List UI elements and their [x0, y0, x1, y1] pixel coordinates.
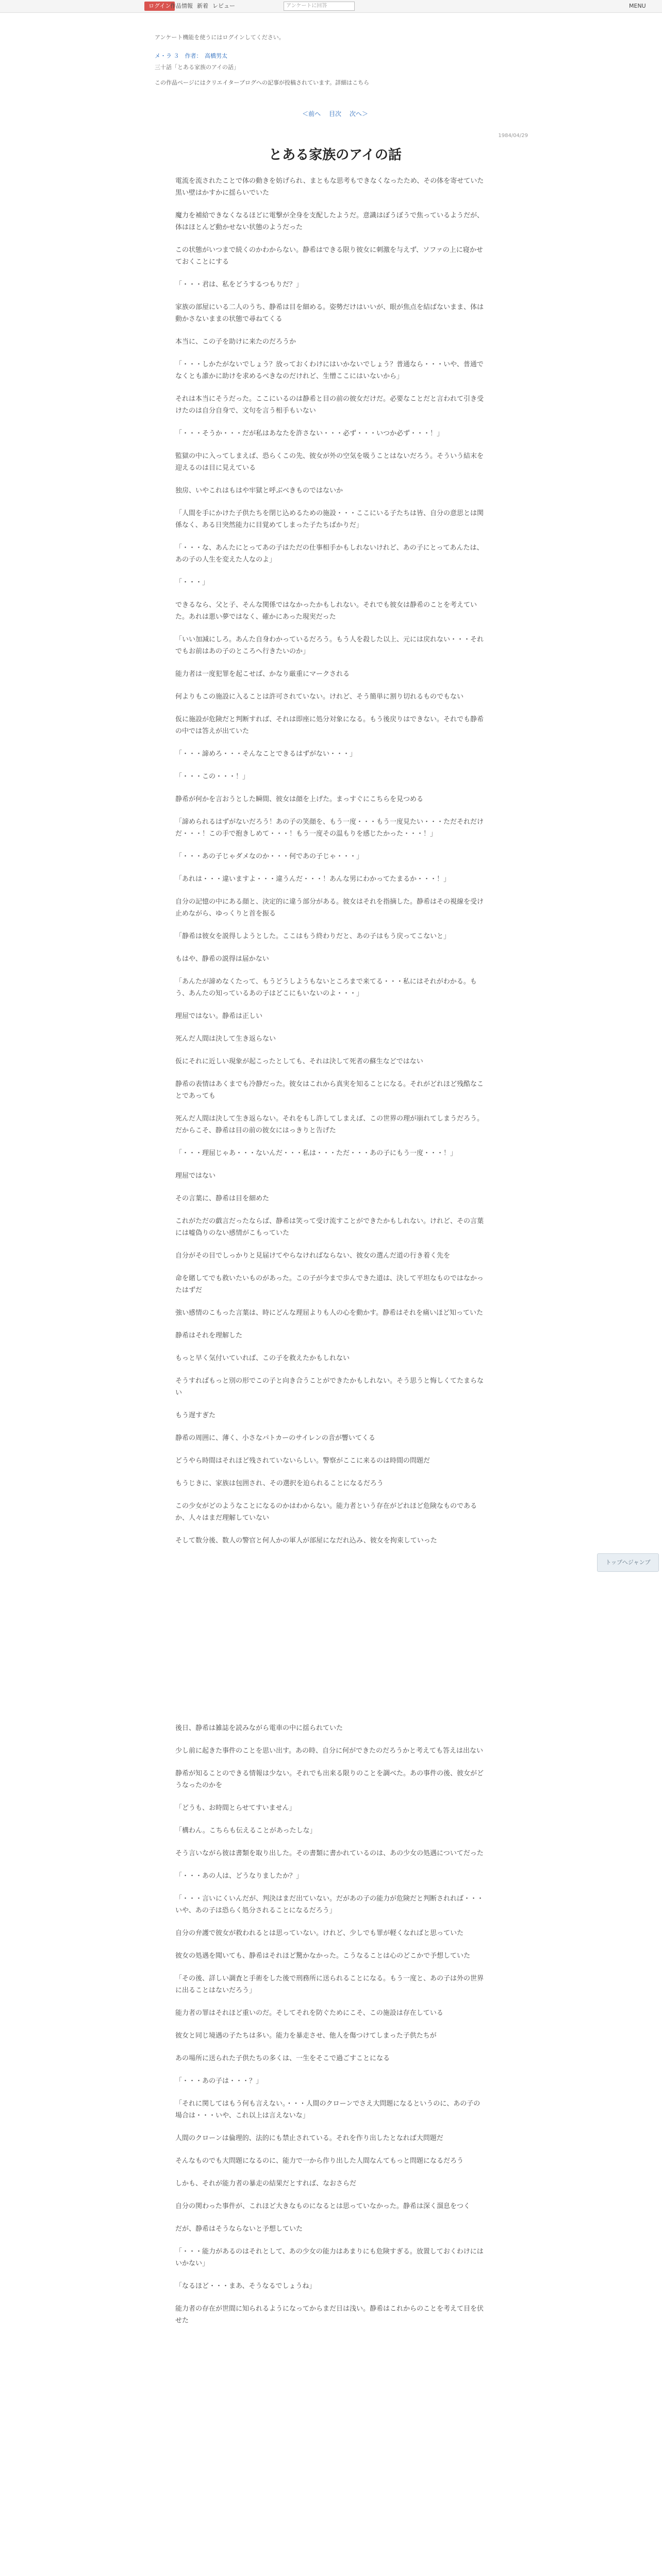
story-paragraph: この状態がいつまで続くのかわからない。静希はできる限り彼女に刺激を与えず、ソファの上に寝かせておくことにする: [175, 246, 483, 266]
story-paragraph: 「・・・あの子じゃダメなのか・・・何であの子じゃ・・・」: [175, 853, 363, 860]
story-paragraph: 「人間を手にかけた子供たちを閉じ込めるための施設・・・ここにいる子たちは皆、自分の意思とは関係なく、ある日突然能力に目覚めてしまった子たちばかりだ」: [175, 510, 484, 529]
story-paragraph: 理屈ではない。静希は正しい: [175, 1012, 263, 1020]
story-paragraph: もう遅すぎた: [175, 1412, 216, 1419]
story-paragraph: これがただの戯言だったならば、静希は笑って受け流すことができたかもしれない。けれど、その言葉には嘘偽りのない感情がこもっていた: [175, 1217, 484, 1237]
story-paragraph: 静希の表情はあくまでも冷静だった。彼女はこれから真実を知ることになる。それがどれほど残酷なことであっても: [175, 1080, 484, 1100]
story-paragraph: 後日、静希は雑誌を読みながら電車の中に揺られていた: [175, 1724, 343, 1732]
story-paragraph: 「あんたが諦めなくたって、もうどうしようもないところまで来てる・・・私にはそれがわかる。もう、あんたの知っているあの子はどこにもいないのよ・・・」: [175, 978, 477, 997]
story-paragraph: それは本当にそうだった。ここにいるのは静希と目の前の彼女だけだ。必要なことだと言われて引き受けたのは自分自身で、文句を言う相手もいない: [175, 395, 484, 415]
story-paragraph: 「諦められるはずがないだろう！あの子の笑顔を、もう一度・・・もう一度見たい・・・ただそれだけだ・・・！この手で抱きしめて・・・！もう一度その温もりを感じたかった・・・！」: [175, 818, 484, 838]
story-paragraph: 「・・・諦めろ・・・そんなことできるはずがない・・・」: [175, 750, 357, 758]
scene-break: [175, 1557, 485, 1722]
story-paragraph: 強い感情のこもった言葉は、時にどんな理屈よりも人の心を動かす。静希はそれを痛いほど知っていた: [175, 1309, 483, 1317]
story-paragraph: 死んだ人間は決して生き返らない。それをもし許してしまえば、この世界の理が崩れてしまうだろう。だからこそ、静希は目の前の彼女にはっきりと告げた: [175, 1115, 484, 1134]
login-button[interactable]: ログイン: [144, 2, 175, 11]
story-paragraph: 「・・・あの子は・・・？」: [175, 2077, 263, 2085]
story-paragraph: 静希が知ることのできる情報は少ない。それでも出来る限りのことを調べた。あの事件の後、彼女がどうなったのかを: [175, 1770, 484, 1789]
pager-top: [155, 109, 516, 118]
story-paragraph: 「・・・そうか・・・だが私はあなたを許さない・・・必ず・・・いつか必ず・・・！」: [175, 430, 444, 437]
story-paragraph: 自分の記憶の中にある顔と、決定的に違う部分がある。彼女はそれを指摘した。静希はその視線を受け止めながら、ゆっくりと首を振る: [175, 898, 484, 918]
story-paragraph: 人間のクローンは倫理的、法的にも禁止されている。それを作り出したとなれば大問題だ: [175, 2134, 443, 2142]
story-paragraph: 「いい加減にしろ。あんた自身わかっているだろう。もう人を殺した以上、元には戻れない・・・それでもお前はあの子のところへ行きたいのか」: [175, 636, 484, 655]
story-paragraph: 「どうも、お時間とらせてすいません」: [175, 1804, 296, 1812]
story-paragraph: 「・・・君は、私をどうするつもりだ？」: [175, 281, 303, 289]
story-paragraph: 「構わん。こちらも伝えることがあったしな」: [175, 1827, 317, 1835]
story-paragraph: 仮にそれに近しい現象が起こったとしても、それは決して死者の蘇生などではない: [175, 1058, 423, 1065]
chapter-line: 三十話「とある家族のアイの話」: [155, 64, 240, 71]
story-paragraph: もはや、静希の説得は届かない: [175, 955, 269, 963]
series-author-line[interactable]: メ・ラ ３ 作者： 高橋男太: [155, 53, 227, 59]
nav-new[interactable]: 新着: [197, 3, 208, 9]
story-paragraph: 監獄の中に入ってしまえば、恐らくこの先、彼女が外の空気を吸うことはないだろう。そういう結末を迎えるのは目に見えている: [175, 452, 484, 472]
story-paragraph: 家族の部屋にいる二人のうち、静希は目を細める。姿勢だけはいいが、眼が焦点を結ばないまま、体は動かさないままの状態で尋ねてくる: [175, 303, 484, 323]
story-paragraph: 自分の関わった事件が、これほど大きなものになるとは思っていなかった。静希は深く溜息をつく: [175, 2202, 470, 2210]
story-body: [175, 175, 485, 2337]
post-date: 1984/04/29: [498, 133, 528, 139]
story-paragraph: そんなものでも大問題になるのに、能力で一から作り出した人間なんてもっと問題になるだろう: [175, 2157, 464, 2165]
top-bar: [0, 0, 662, 13]
story-paragraph: 「その後、詳しい調査と手術をした後で刑務所に送られることになる。もう一度と、あの子は外の世界に出ることはないだろう」: [175, 1975, 484, 1994]
story-paragraph: 魔力を補給できなくなるほどに電撃が全身を支配したようだ。意識はぼうぼうで焦っているようだが、体はほとんど動かせない状態のようだった: [175, 212, 484, 231]
next-link[interactable]: 次へ＞: [349, 110, 368, 117]
menu-link[interactable]: MENU: [629, 3, 646, 9]
story-paragraph: 何よりもこの施設に入ることは許可されていない。けれど、そう簡単に割り切れるものでもない: [175, 693, 464, 701]
story-paragraph: 「それに関してはもう何も言えない。・・・人間のクローンでさえ大問題になるというのに、あの子の場合は・・・いや、これ以上は言えないな」: [175, 2100, 481, 2120]
story-paragraph: 静希が何かを言おうとした瞬間、彼女は顔を上げた。まっすぐにこちらを見つめる: [175, 795, 424, 803]
story-paragraph: この少女がどのようなことになるのかはわからない。能力者という存在がどれほど危険なものであるか、人々はまだ理解していない: [175, 1502, 477, 1522]
story-paragraph: 能力者は一度犯罪を起こせば、かなり厳重にマークされる: [175, 670, 350, 678]
story-paragraph: そう言いながら彼は書類を取り出した。その書類に書かれているのは、あの少女の処遇についてだった: [175, 1850, 484, 1857]
blog-notice: この作品ページにはクリエイターブログへの記事が投稿されています。詳細はこちら: [155, 79, 370, 86]
story-paragraph: そして数分後、数人の警官と何人かの軍人が部屋になだれ込み、彼女を拘束していった: [175, 1537, 437, 1545]
story-paragraph: 能力者の罪はそれほど重いのだ。そしてそれを防ぐためにこそ、この施設は存在している: [175, 2009, 443, 2017]
jump-top-button[interactable]: トップへジャンプ: [597, 1553, 659, 1572]
story-paragraph: 「・・・能力があるのはそれとして、あの少女の能力はあまりにも危険すぎる。放置しておくわけにはいかない」: [175, 2248, 484, 2267]
story-paragraph: しかも、それが能力者の暴走の結果だとすれば、なおさらだ: [175, 2180, 357, 2188]
story-paragraph: 少し前に起きた事件のことを思い出す。あの時、自分に何ができたのだろうかと考えても答えは出ない: [175, 1747, 483, 1755]
nav-review[interactable]: レビュー: [212, 3, 235, 9]
story-paragraph: 仮に施設が危険だと判断すれば、それは即座に処分対象になる。もう後戻りはできない。それでも静希の中では答えが出ていた: [175, 716, 484, 735]
story-paragraph: どうやら時間はそれほど残されていないらしい。警察がここに来るのは時間の問題だ: [175, 1457, 431, 1465]
story-paragraph: 自分の弁護で彼女が救われるとは思っていない。けれど、少しでも罪が軽くなればと思っていた: [175, 1929, 464, 1937]
story-paragraph: できるなら、父と子、そんな関係ではなかったかもしれない。それでも彼女は静希のことを考えていた。あれは悪い夢ではなく、確かにあった現実だった: [175, 601, 477, 621]
story-paragraph: 「あれは・・・違いますよ・・・違うんだ・・・！あんな男にわかってたまるか・・・！」: [175, 875, 451, 883]
page-title: とある家族のアイの話: [269, 147, 402, 163]
story-paragraph: 「・・・な、あんたにとってあの子はただの仕事相手かもしれないけれど、あの子にとってあんたは、あの子の人生を変えた人なのよ」: [175, 544, 484, 564]
login-notice: アンケート機能を使うにはログインしてください。: [155, 34, 285, 41]
story-paragraph: 「静希は彼女を説得しようとした。ここはもう終わりだと、あの子はもう戻ってこないと」: [175, 933, 451, 940]
story-paragraph: 命を賭してでも救いたいものがあった。この子が今まで歩んできた道は、決して平坦なものではなかったはずだ: [175, 1275, 484, 1294]
story-paragraph: 独房、いやこれはもはや牢獄と呼ぶべきものではないか: [175, 487, 343, 495]
story-paragraph: だが、静希はそうならないと予想していた: [175, 2225, 303, 2233]
story-paragraph: 彼女と同じ境遇の子たちは多い。能力を暴走させ、他人を傷つけてしまった子供たちが: [175, 2032, 437, 2040]
story-paragraph: 能力者の存在が世間に知られるようになってからまだ日は浅い。静希はこれからのことを考えて目を伏せた: [175, 2305, 484, 2325]
story-paragraph: 静希の周囲に、薄く、小さなパトカーのサイレンの音が響いてくる: [175, 1434, 375, 1442]
survey-input[interactable]: アンケートに回答: [284, 2, 355, 11]
story-paragraph: 「・・・この・・・！」: [175, 773, 250, 781]
story-paragraph: 「・・・理屈じゃあ・・・ないんだ・・・私は・・・ただ・・・あの子にもう一度・・・！」: [175, 1149, 457, 1157]
story-paragraph: 彼女の処遇を聞いても、静希はそれほど驚かなかった。こうなることは心のどこかで予想していた: [175, 1952, 471, 1960]
story-paragraph: 理屈ではない: [175, 1172, 216, 1180]
story-paragraph: もうじきに、家族は包囲され、その選択を迫られることになるだろう: [175, 1480, 384, 1487]
story-paragraph: 本当に、この子を助けに来たのだろうか: [175, 338, 296, 346]
story-paragraph: 自分がその目でしっかりと見届けてやらなければならない、彼女の選んだ道の行き着く先を: [175, 1252, 451, 1260]
story-paragraph: 「・・・しかたがないでしょう？放っておくわけにはいかないでしょう？普通なら・・・いや、普通でなくとも誰かに助けを求めるべきなのだけれど、生憎ここにはいないから」: [175, 361, 484, 380]
story-paragraph: 「なるほど・・・まあ、そうなるでしょうね」: [175, 2282, 316, 2290]
prev-link[interactable]: ＜前へ: [302, 110, 321, 117]
story-paragraph: 電流を流されたことで体の動きを妨げられ、まともな思考もできなくなったため、その体を寄せていた黒い壁はかすかに揺らいでいた: [175, 177, 484, 197]
nav-works-info[interactable]: 作品情報: [170, 3, 193, 9]
story-paragraph: 死んだ人間は決して生き返らない: [175, 1035, 276, 1043]
story-paragraph: 「・・・言いにくいんだが、判決はまだ出ていない。だがあの子の能力が危険だと判断されれば・・・いや、あの子は恐らく処分されることになるだろう」: [175, 1895, 484, 1914]
story-paragraph: その言葉に、静希は目を細めた: [175, 1195, 270, 1202]
story-paragraph: 「・・・あの人は、どうなりましたか？」: [175, 1872, 303, 1880]
index-link[interactable]: 目次: [328, 110, 341, 117]
story-paragraph: 静希はそれを理解した: [175, 1332, 243, 1340]
story-paragraph: 「・・・」: [175, 579, 209, 586]
story-paragraph: もっと早く気付いていれば、この子を救えたかもしれない: [175, 1354, 350, 1362]
story-paragraph: あの場所に送られた子供たちの多くは、一生をそこで過ごすことになる: [175, 2055, 390, 2062]
story-paragraph: そうすればもっと別の形でこの子と向き合うことができたかもしれない。そう思うと悔しくてたまらない: [175, 1377, 484, 1397]
